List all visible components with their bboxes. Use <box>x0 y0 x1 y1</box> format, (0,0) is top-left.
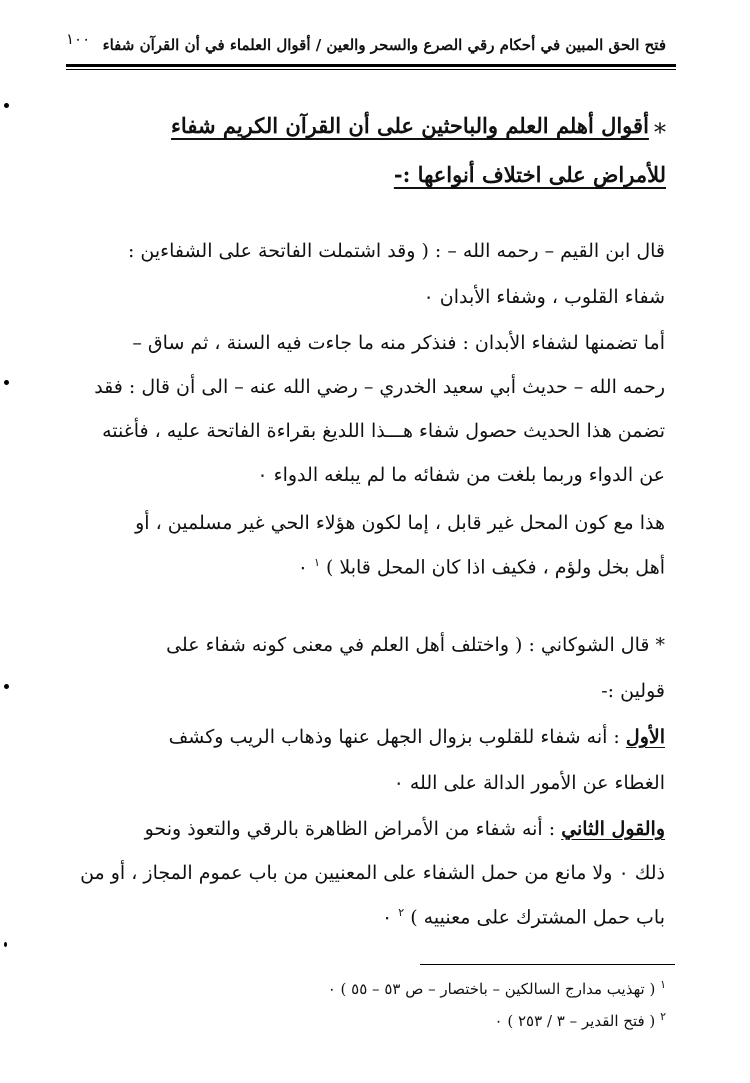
punch-hole-mark <box>4 684 9 689</box>
line: قال ابن القيم – رحمه الله – : ( وقد اشتملت الفاتحة على الشفاءين : <box>127 240 665 262</box>
footnote <box>328 978 666 998</box>
section-heading-line1 <box>171 111 666 139</box>
line-text: : أنه شفاء من الأمراض الظاهرة بالرقي والتعوذ ونحو <box>144 818 556 840</box>
section-heading-line2: للأمراض على اختلاف أنواعها :- <box>393 162 666 187</box>
line <box>169 726 665 748</box>
footnote-text: ( تهذيب مدارج السالكين – باختصار – ص ٥٣ – ٥٥ ) ٠ <box>327 980 656 998</box>
line: ذلك ٠ ولا مانع من حمل الشفاء على المعنيين من باب عموم المجاز ، أو من <box>80 862 665 884</box>
line-end: ٠ <box>382 906 393 929</box>
line-text: أهل بخل ولؤم ، فكيف اذا كان المحل قابلا ) <box>325 556 665 579</box>
line-text: : أنه شفاء للقلوب بزوال الجهل عنها وذهاب الريب وكشف <box>168 726 620 748</box>
star-icon: ⁎ <box>654 111 666 139</box>
line <box>145 818 665 840</box>
star-icon: * <box>655 634 665 656</box>
line: قولين :- <box>601 680 665 702</box>
punch-hole-mark <box>4 942 7 947</box>
footnote <box>495 1010 666 1030</box>
punch-hole-mark <box>4 103 9 108</box>
footnote-text: ( فتح القدير – ٣ / ٢٥٣ ) ٠ <box>494 1012 656 1030</box>
line: رحمه الله – حديث أبي سعيد الخدري – رضي الله عنه – الى أن قال : فقد <box>94 376 665 398</box>
header-rule-thin <box>66 69 676 70</box>
footnote-ref: ٢ <box>398 906 405 919</box>
footnote-number: ٢ <box>660 1010 666 1023</box>
line: الغطاء عن الأمور الدالة على الله ٠ <box>393 772 665 794</box>
running-header: فتح الحق المبين في أحكام رقي الصرع والسحر والعين / أقوال العلماء في أن القرآن شفاء <box>102 36 666 54</box>
label-first: الأول <box>625 726 665 748</box>
header-rule-thick <box>66 64 676 67</box>
heading-text: أقوال أهلم العلم والباحثين على أن القرآن الكريم شفاء <box>171 113 649 138</box>
line-with-ref <box>382 906 665 928</box>
label-second: والقول الثاني <box>561 818 665 840</box>
line: عن الدواء وربما بلغت من شفائه ما لم يبلغه الدواء ٠ <box>257 464 665 486</box>
punch-hole-mark <box>4 380 9 385</box>
footnote-number: ١ <box>660 978 666 991</box>
line: أما تضمنها لشفاء الأبدان : فنذكر منه ما جاءت فيه السنة ، ثم ساق – <box>132 332 665 354</box>
line: تضمن هذا الحديث حصول شفاء هـــذا اللديغ بقراءة الفاتحة عليه ، فأغنته <box>102 420 665 442</box>
line-text: قال الشوكاني : ( واختلف أهل العلم في معنى كونه شفاء على <box>166 634 650 656</box>
line <box>166 634 665 656</box>
line: هذا مع كون المحل غير قابل ، إما لكون هؤلاء الحي غير مسلمين ، أو <box>135 512 665 534</box>
line: شفاء القلوب ، وشفاء الأبدان ٠ <box>423 286 665 308</box>
line-text: باب حمل المشترك على معنييه ) <box>410 906 665 929</box>
page-number: ١٠٠ <box>66 30 91 48</box>
line-end: ٠ <box>297 556 308 579</box>
footnote-ref: ١ <box>313 556 320 569</box>
footnote-rule <box>420 964 675 965</box>
line-with-ref <box>298 556 665 578</box>
